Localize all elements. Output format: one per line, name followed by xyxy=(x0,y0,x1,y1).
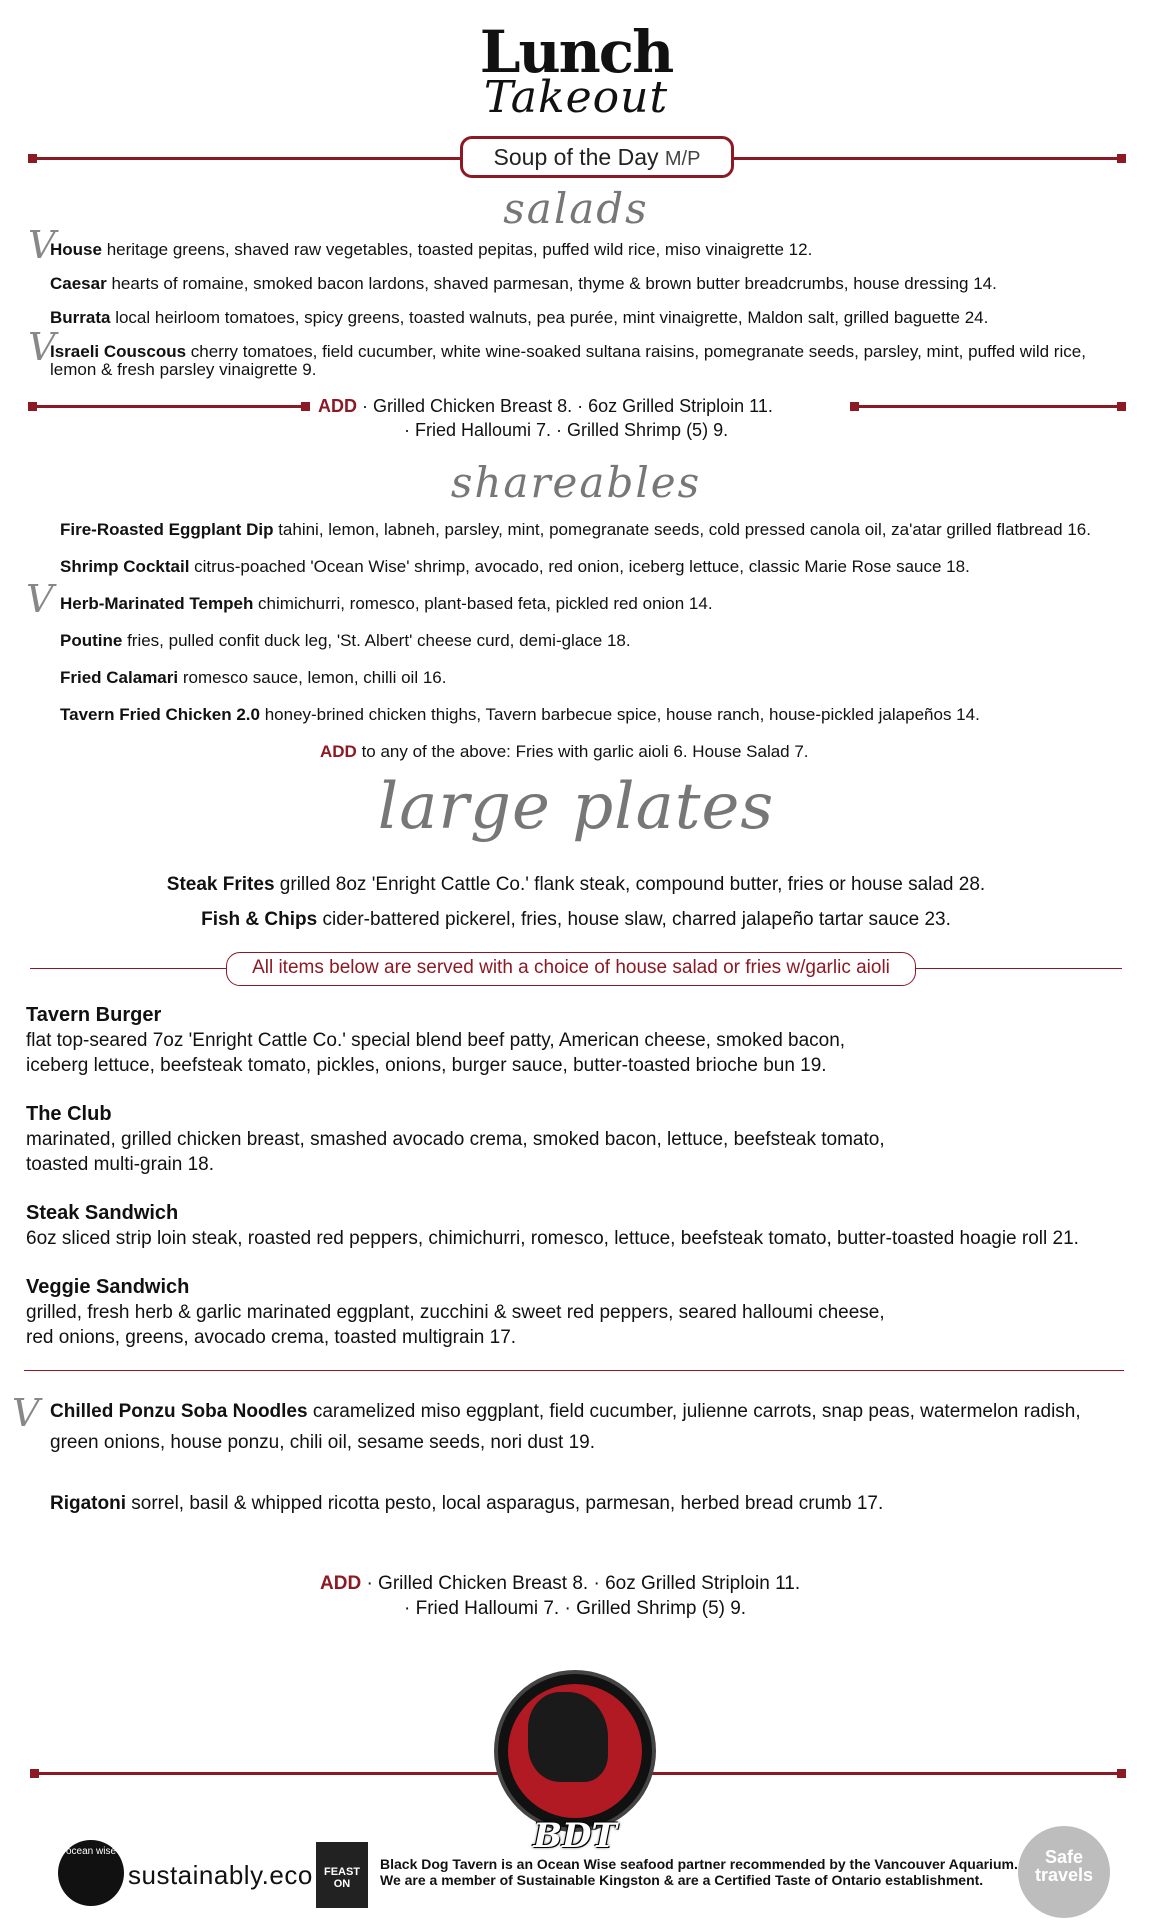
item-desc: cider-battered pickerel, fries, house slaw, charred jalapeño tartar sauce 23. xyxy=(317,909,951,930)
item-desc: cherry tomatoes, field cucumber, white wine-soaked sultana raisins, pomegranate seeds, parsley, mint, puffed wild rice, xyxy=(186,342,1086,361)
item-name: Shrimp Cocktail xyxy=(60,557,190,576)
sandwich-tavern-burger-title: Tavern Burger xyxy=(26,1004,162,1026)
footer-note xyxy=(380,1856,1018,1888)
salad-add-line1 xyxy=(318,394,773,418)
sandwich-desc: grilled, fresh herb & garlic marinated eggplant, zucchini & sweet red peppers, seared halloumi cheese, xyxy=(26,1302,885,1323)
item-desc: fries, pulled confit duck leg, 'St. Albert' cheese curd, demi-glace 18. xyxy=(122,631,631,650)
item-name: Fried Calamari xyxy=(60,668,179,687)
salad-israeli-couscous xyxy=(50,342,1086,362)
item-name: Caesar xyxy=(50,274,107,293)
shareable-calamari xyxy=(60,668,446,688)
item-name: Rigatoni xyxy=(50,1493,126,1514)
title-takeout: Takeout xyxy=(483,72,669,123)
add-text: · Grilled Chicken Breast 8. · 6oz Grilled Striploin 11. xyxy=(361,1573,801,1594)
section-shareables: shareables xyxy=(450,458,702,507)
vegetarian-icon: V xyxy=(26,577,54,621)
sandwich-the-club-title: The Club xyxy=(26,1103,112,1125)
item-name: Tavern Fried Chicken 2.0 xyxy=(60,705,260,724)
soup-of-the-day-box xyxy=(460,136,734,178)
vegetarian-icon: V xyxy=(28,223,56,267)
item-name: House xyxy=(50,240,102,259)
pasta-add-line1 xyxy=(320,1572,800,1596)
item-name: Israeli Couscous xyxy=(50,342,187,361)
section-large-plates: large plates xyxy=(377,770,775,844)
item-desc: citrus-poached 'Ocean Wise' shrimp, avocado, red onion, iceberg lettuce, classic Marie Rose sauce 18. xyxy=(189,557,970,576)
add-label: ADD xyxy=(318,396,357,416)
vegetarian-icon: V xyxy=(28,325,56,369)
salad-house xyxy=(50,240,812,260)
add-rule-right xyxy=(852,405,1124,408)
vegetarian-icon: V xyxy=(12,1391,40,1435)
item-desc: tahini, lemon, labneh, parsley, mint, pomegranate seeds, cold pressed canola oil, za'atar grilled flatbread 16. xyxy=(273,520,1091,539)
item-desc: honey-brined chicken thighs, Tavern barbecue spice, house ranch, house-pickled jalapeños 14. xyxy=(259,705,980,724)
item-name: Burrata xyxy=(50,308,111,327)
safe-travels-badge: Safe travels xyxy=(1018,1826,1110,1918)
add-rule-left xyxy=(30,405,308,408)
large-plate-fish-chips xyxy=(0,909,1152,931)
dog-icon xyxy=(528,1692,608,1782)
pasta-add-line2: · Fried Halloumi 7. · Grilled Shrimp (5) 9. xyxy=(404,1598,747,1619)
served-note: All items below are served with a choice of house salad or fries w/garlic aioli xyxy=(226,952,916,986)
feaston-logo: FEAST ON xyxy=(316,1842,368,1908)
shareable-poutine xyxy=(60,631,631,651)
item-name: Chilled Ponzu Soba Noodles xyxy=(50,1401,308,1422)
item-name: Fish & Chips xyxy=(201,909,318,930)
logo-bdt-text: BDT xyxy=(533,1816,617,1856)
footer-note-line1: Black Dog Tavern is an Ocean Wise seafood partner recommended by the Vancouver Aquarium. xyxy=(380,1856,1018,1872)
shareable-eggplant-dip xyxy=(60,520,1091,540)
item-name: Poutine xyxy=(60,631,123,650)
salad-israeli-couscous-cont: lemon & fresh parsley vinaigrette 9. xyxy=(50,360,317,379)
item-name: Fire-Roasted Eggplant Dip xyxy=(60,520,274,539)
sandwich-desc: toasted multi-grain 18. xyxy=(26,1154,214,1175)
add-label: ADD xyxy=(320,1573,362,1594)
item-desc: sorrel, basil & whipped ricotta pesto, local asparagus, parmesan, herbed bread crumb 17. xyxy=(126,1493,884,1514)
sustainably-eco-logo: sustainably.eco xyxy=(128,1860,313,1890)
item-name: Herb-Marinated Tempeh xyxy=(60,594,254,613)
salad-burrata xyxy=(50,308,988,328)
black-dog-tavern-logo xyxy=(494,1670,656,1832)
sandwich-veggie-title: Veggie Sandwich xyxy=(26,1276,190,1298)
item-desc: hearts of romaine, smoked bacon lardons, shaved parmesan, thyme & brown butter breadcrumbs, house dressing 14. xyxy=(106,274,997,293)
pasta-rule xyxy=(24,1370,1124,1371)
salad-caesar xyxy=(50,274,997,294)
shareable-tempeh xyxy=(60,594,713,614)
sandwich-desc: flat top-seared 7oz 'Enright Cattle Co.' special blend beef patty, American cheese, smoked bacon, xyxy=(26,1030,846,1051)
item-desc: caramelized miso eggplant, field cucumber, julienne carrots, snap peas, watermelon radish, xyxy=(307,1401,1081,1422)
footer-note-line2: We are a member of Sustainable Kingston & are a Certified Taste of Ontario establishment. xyxy=(380,1872,984,1888)
sandwich-desc: 6oz sliced strip loin steak, roasted red peppers, chimichurri, romesco, lettuce, beefsteak tomato, butter-toasted hoagie roll 21. xyxy=(26,1228,1079,1249)
soup-label: Soup of the Day xyxy=(493,144,659,170)
ocean-wise-label: ocean wise xyxy=(65,1846,117,1857)
add-text: · Grilled Chicken Breast 8. · 6oz Grilled Striploin 11. xyxy=(357,396,773,416)
add-text: to any of the above: Fries with garlic aioli 6. House Salad 7. xyxy=(356,742,809,761)
item-desc: heritage greens, shaved raw vegetables, toasted pepitas, puffed wild rice, miso vinaigrette 12. xyxy=(101,240,813,259)
pasta-soba-line1 xyxy=(50,1396,1081,1427)
soup-price: M/P xyxy=(664,148,701,170)
add-label: ADD xyxy=(320,742,357,761)
item-desc: local heirloom tomatoes, spicy greens, toasted walnuts, pea purée, mint vinaigrette, Maldon salt, grilled baguette 24. xyxy=(110,308,989,327)
item-name: Steak Frites xyxy=(166,874,275,895)
item-desc: grilled 8oz 'Enright Cattle Co.' flank steak, compound butter, fries or house salad 28. xyxy=(274,874,986,895)
section-salads: salads xyxy=(503,184,649,233)
ocean-wise-logo xyxy=(58,1840,124,1906)
shareable-fried-chicken xyxy=(60,705,980,725)
shareable-shrimp-cocktail xyxy=(60,557,970,577)
large-plate-steak-frites xyxy=(0,874,1152,896)
item-desc: chimichurri, romesco, plant-based feta, pickled red onion 14. xyxy=(253,594,713,613)
sandwich-desc: marinated, grilled chicken breast, smashed avocado crema, smoked bacon, lettuce, beefsteak tomato, xyxy=(26,1129,885,1150)
shareables-add-line xyxy=(320,740,809,764)
sandwich-desc: red onions, greens, avocado crema, toasted multigrain 17. xyxy=(26,1327,517,1348)
sandwich-desc: iceberg lettuce, beefsteak tomato, pickles, onions, burger sauce, butter-toasted brioche bun 19. xyxy=(26,1055,827,1076)
item-desc: romesco sauce, lemon, chilli oil 16. xyxy=(178,668,447,687)
pasta-soba-line2: green onions, house ponzu, chili oil, sesame seeds, nori dust 19. xyxy=(50,1432,595,1453)
title-lunch: Lunch xyxy=(479,18,673,86)
sandwich-steak-title: Steak Sandwich xyxy=(26,1202,179,1224)
salad-add-line2: · Fried Halloumi 7. · Grilled Shrimp (5) 9. xyxy=(404,420,729,440)
pasta-rigatoni xyxy=(50,1488,883,1519)
